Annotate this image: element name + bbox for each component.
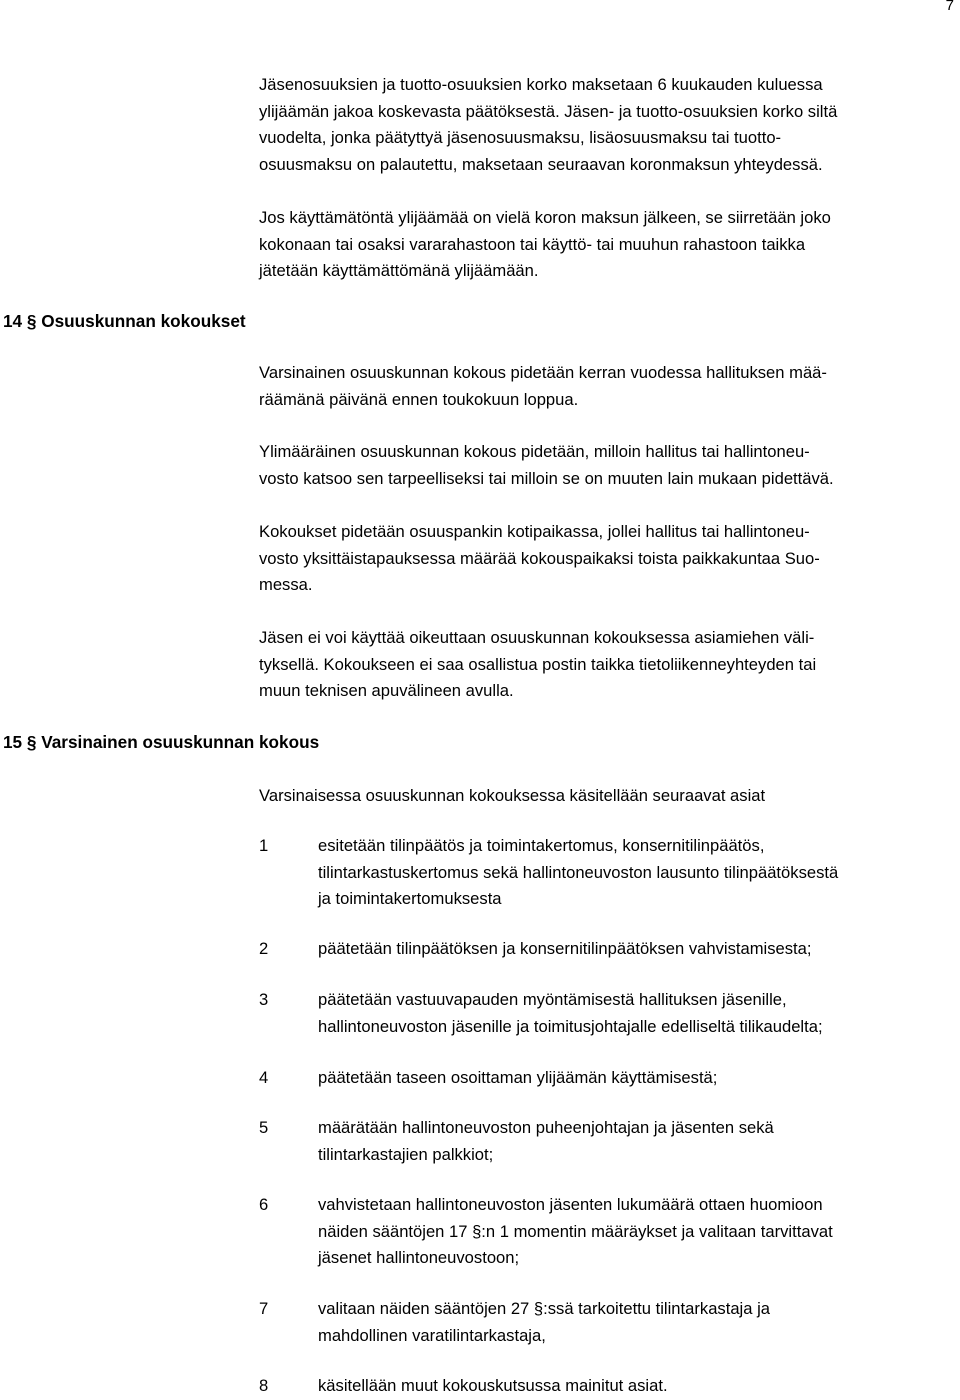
paragraph-surplus <box>259 205 959 285</box>
text-line: Varsinaisessa osuuskunnan kokouksessa käsitellään seuraavat asiat <box>259 786 766 805</box>
text-line: Kokoukset pidetään osuuspankin kotipaikassa, jollei hallitus tai hallintoneu- <box>259 522 810 541</box>
text-line: ylijäämän jakoa koskevasta päätöksestä. Jäsen- ja tuotto-osuuksien korko siltä <box>259 101 838 121</box>
paragraph-extraordinary-meeting <box>259 439 959 492</box>
text-line: vosto katsoo sen tarpeelliseksi tai milloin se on muuten lain mukaan pidettävä. <box>259 468 834 488</box>
list-item-number: 7 <box>259 1299 269 1318</box>
list-item-number: 5 <box>259 1118 269 1137</box>
text-line: näiden sääntöjen 17 §:n 1 momentin määräykset ja valitaan tarvittavat <box>318 1221 833 1241</box>
text-line: Jos käyttämätöntä ylijäämää on vielä koron maksun jälkeen, se siirretään joko <box>259 208 831 227</box>
text-line: päätetään vastuuvapauden myöntämisestä hallituksen jäsenille, <box>318 990 787 1009</box>
text-line: päätetään tilinpäätöksen ja konsernitilinpäätöksen vahvistamisesta; <box>318 939 812 958</box>
text-line: Jäsenosuuksien ja tuotto-osuuksien korko maksetaan 6 kuukauden kuluessa <box>259 75 823 94</box>
paragraph-meeting-location <box>259 519 959 599</box>
list-item-number: 3 <box>259 990 269 1009</box>
page-number: 7 <box>945 0 954 14</box>
text-line: kokonaan tai osaksi vararahastoon tai käyttö- tai muuhun rahastoon taikka <box>259 234 806 254</box>
text-line: Ylimääräinen osuuskunnan kokous pidetään, milloin hallitus tai hallintoneu- <box>259 442 810 461</box>
text-line: messa. <box>259 575 313 594</box>
list-item-number: 8 <box>259 1376 269 1395</box>
text-line: tilintarkastajien palkkiot; <box>318 1144 494 1164</box>
paragraph-interest-payment <box>259 72 959 178</box>
text-line: tyksellä. Kokoukseen ei saa osallistua postin taikka tietoliikenneyhteyden tai <box>259 654 817 674</box>
text-line: muun teknisen apuvälineen avulla. <box>259 681 514 700</box>
text-line: vosto yksittäistapauksessa määrää kokouspaikaksi toista paikkakuntaa Suo- <box>259 548 820 568</box>
text-line: käsitellään muut kokouskutsussa mainitut asiat. <box>318 1376 668 1395</box>
text-line: ja toimintakertomuksesta <box>318 889 502 908</box>
text-line: mahdollinen varatilintarkastaja, <box>318 1325 546 1345</box>
text-line: räämänä päivänä ennen toukokuun loppua. <box>259 389 579 409</box>
text-line: vuodelta, jonka päätyttyä jäsenosuusmaksu, lisäosuusmaksu tai tuotto- <box>259 128 782 147</box>
text-line: esitetään tilinpäätös ja toimintakertomus, konsernitilinpäätös, <box>318 836 765 855</box>
text-line: tilintarkastuskertomus sekä hallintoneuvoston lausunto tilinpäätöksestä <box>318 862 839 882</box>
text-line: osuusmaksu on palautettu, maksetaan seuraavan koronmaksun yhteydessä. <box>259 154 823 174</box>
text-line: Jäsen ei voi käyttää oikeuttaan osuuskunnan kokouksessa asiamiehen väli- <box>259 628 815 647</box>
list-item-number: 1 <box>259 836 269 855</box>
list-item-number: 2 <box>259 939 269 958</box>
text-line: jätetään käyttämättömänä ylijäämään. <box>259 261 539 280</box>
text-line: jäsenet hallintoneuvostoon; <box>318 1248 520 1267</box>
section-15-heading: 15 § Varsinainen osuuskunnan kokous <box>3 732 320 752</box>
section-15-intro <box>259 783 959 810</box>
list-item-number: 6 <box>259 1195 269 1214</box>
text-line: vahvistetaan hallintoneuvoston jäsenten lukumäärä ottaen huomioon <box>318 1195 823 1214</box>
text-line: määrätään hallintoneuvoston puheenjohtajan ja jäsenten sekä <box>318 1118 774 1137</box>
paragraph-annual-meeting <box>259 360 959 413</box>
text-line: valitaan näiden sääntöjen 27 §:ssä tarkoitettu tilintarkastaja ja <box>318 1299 771 1318</box>
text-line: päätetään taseen osoittaman ylijäämän käyttämisestä; <box>318 1068 718 1087</box>
paragraph-proxy <box>259 625 959 705</box>
text-line: Varsinainen osuuskunnan kokous pidetään kerran vuodessa hallituksen mää- <box>259 363 827 382</box>
section-14-heading: 14 § Osuuskunnan kokoukset <box>3 311 246 331</box>
text-line: hallintoneuvoston jäsenille ja toimitusjohtajalle edelliseltä tilikaudelta; <box>318 1016 823 1036</box>
list-item-number: 4 <box>259 1068 269 1087</box>
